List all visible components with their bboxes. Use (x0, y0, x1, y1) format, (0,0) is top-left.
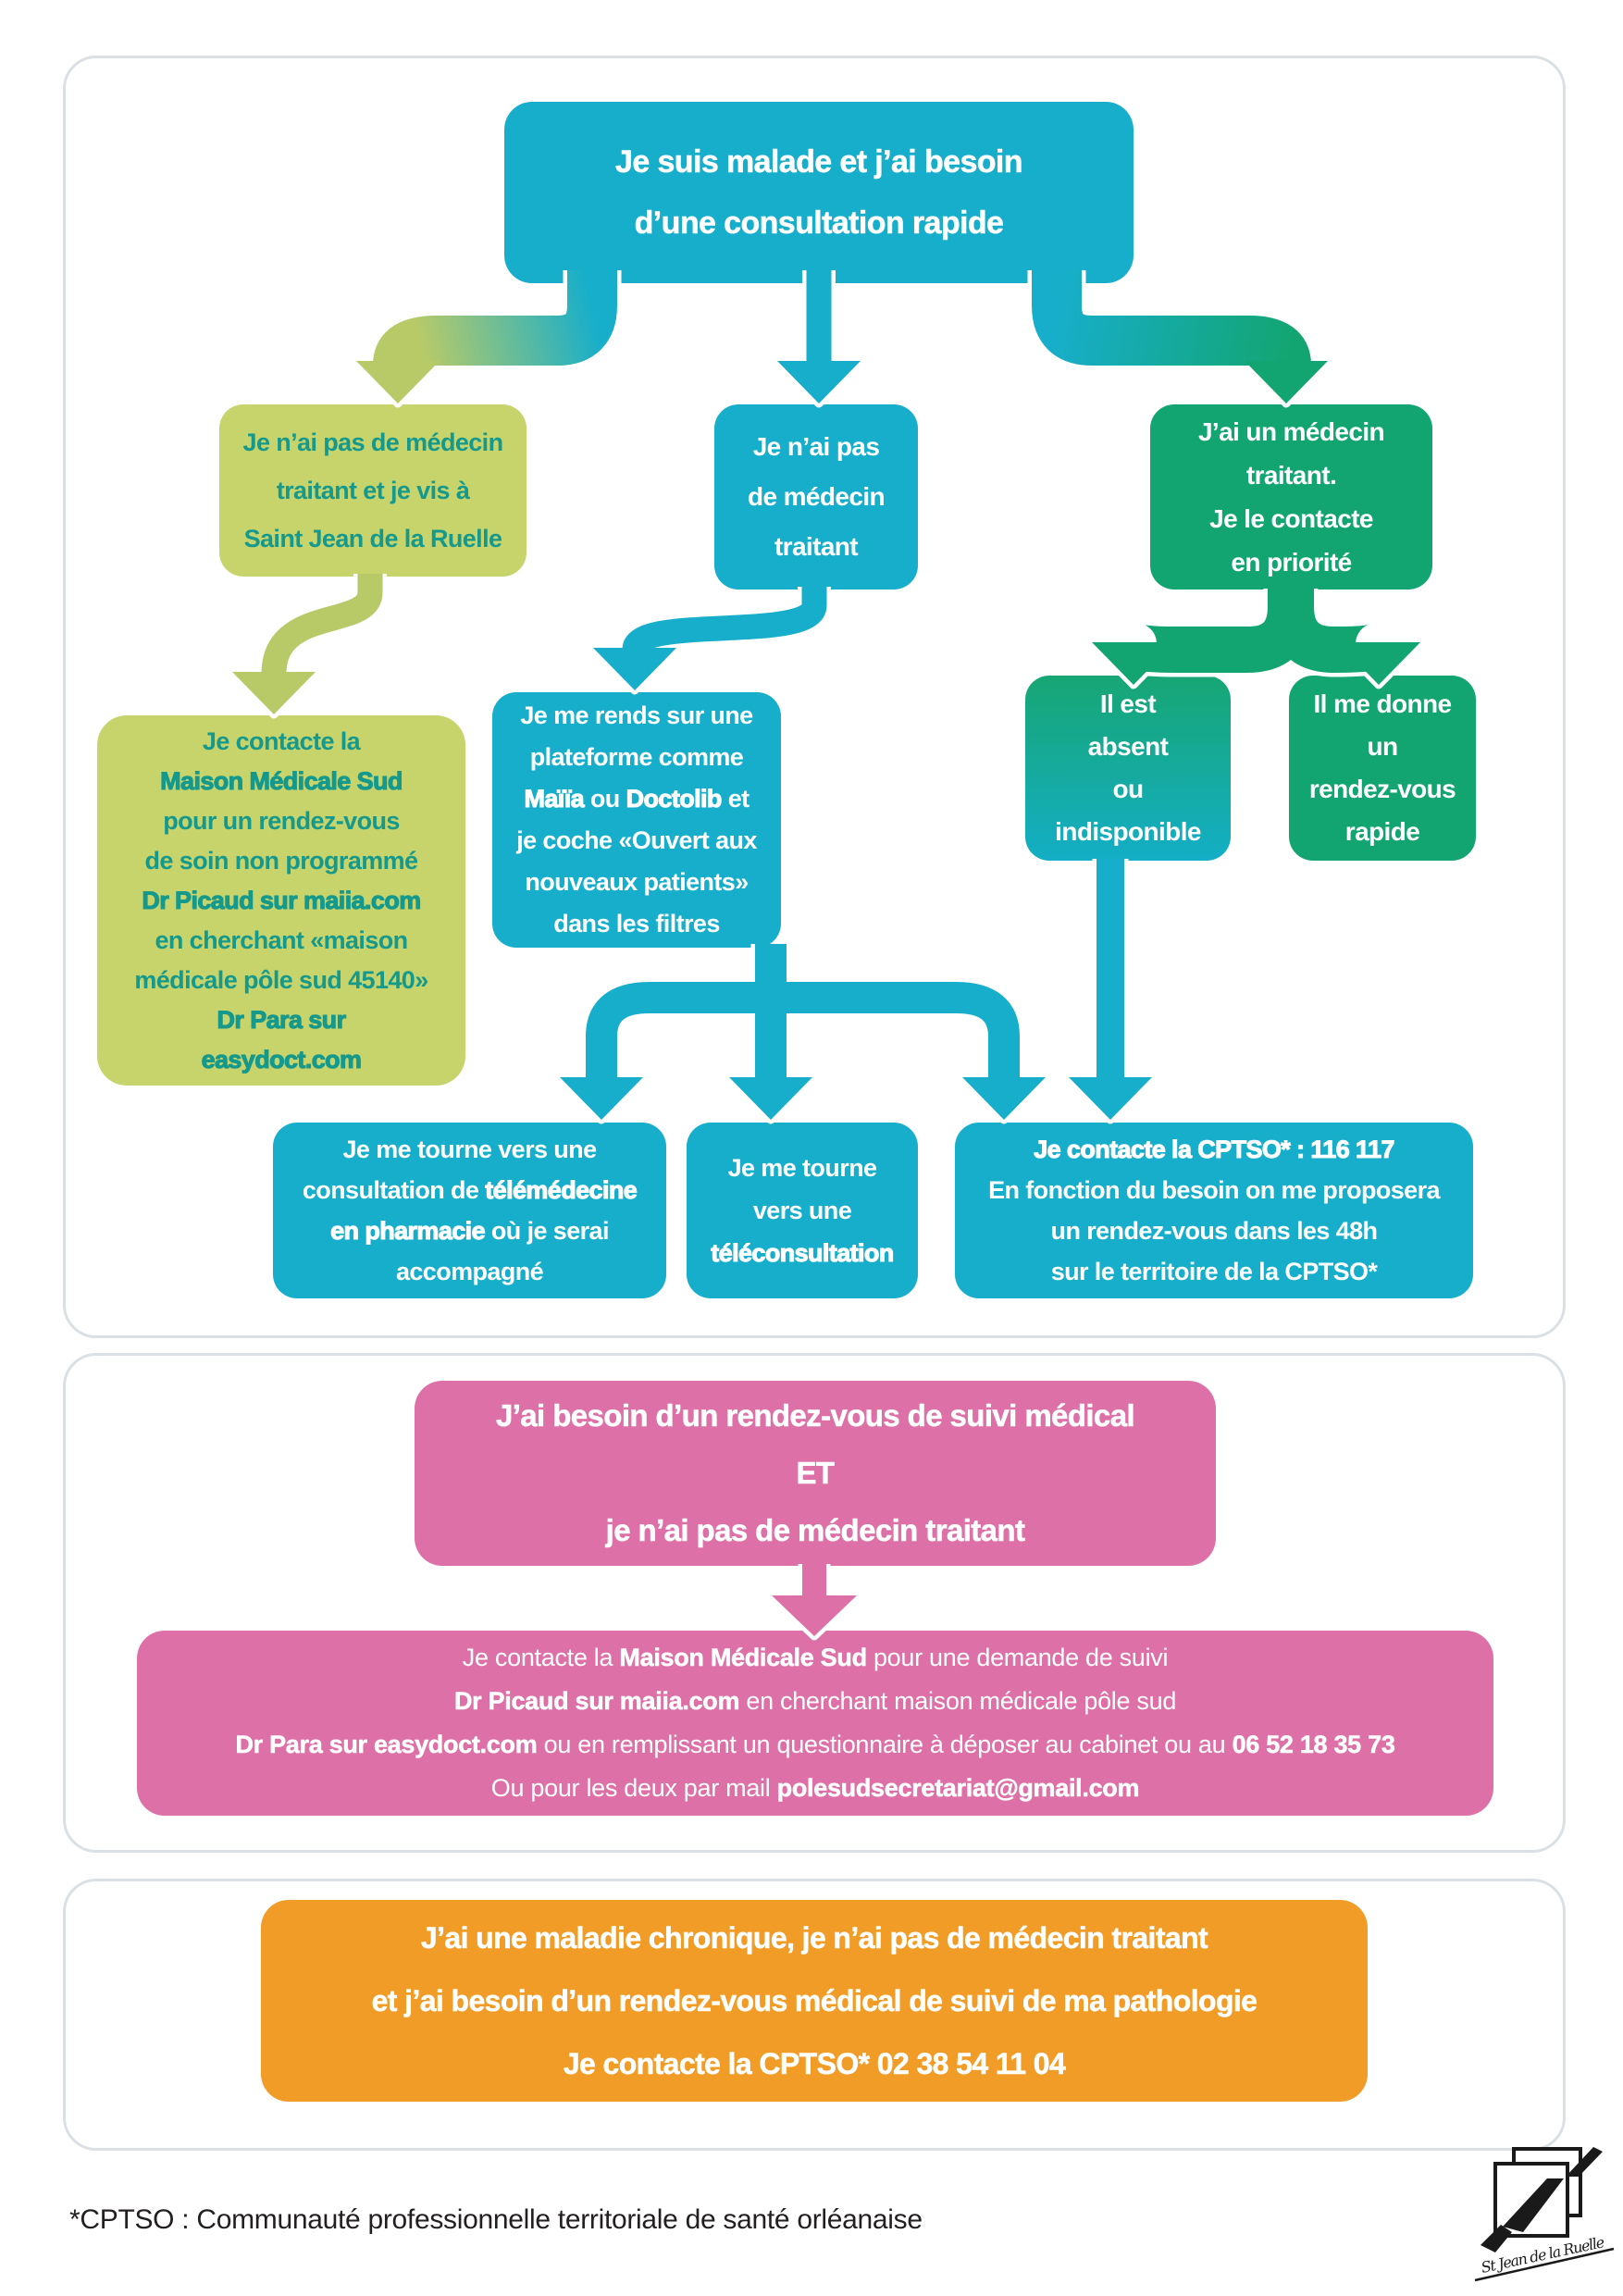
node-rdv-rapide: Il me donne un rendez-vous rapide (1289, 676, 1476, 861)
node-plateforme: Je me rends sur une plateforme comme Maïïa ou Doctolib et je coche «Ouvert aux nouveaux patients» dans les filtres (492, 692, 781, 948)
node-maladie-chronique: J’ai une maladie chronique, je n’ai pas de médecin traitant et j’ai besoin d’un rendez-vous médical de suivi de ma pathologie Je contacte la CPTSO* 02 38 54 11 04 (261, 1900, 1368, 2102)
saint-jean-de-la-ruelle-logo (1473, 2140, 1617, 2291)
logo-graphic (1473, 2140, 1617, 2291)
node-suivi-header: J’ai besoin d’un rendez-vous de suivi médical ET je n’ai pas de médecin traitant (415, 1381, 1216, 1566)
node-sans-medecin-sjdlr: Je n’ai pas de médecin traitant et je vis à Saint Jean de la Ruelle (219, 404, 527, 577)
node-teleconsultation: Je me tourne vers une téléconsultation (687, 1123, 918, 1298)
node-suivi-detail: Je contacte la Maison Médicale Sud pour une demande de suivi Dr Picaud sur maiia.com en cherchant maison médicale pôle sud Dr Para sur easydoct.com ou en remplissant un questionnaire à déposer au cabinet ou au 06 52 18 35 73 Ou pour les deux par mail polesudsecretariat@gmail.com (137, 1631, 1493, 1816)
node-telemedecine-pharmacie: Je me tourne vers une consultation de télémédecine en pharmacie où je serai accompagné (273, 1123, 666, 1298)
cptso-footnote: *CPTSO : Communauté professionnelle territoriale de santé orléanaise (69, 2204, 923, 2235)
node-avec-medecin: J’ai un médecin traitant. Je le contacte en priorité (1150, 404, 1432, 590)
node-cptso-116117: Je contacte la CPTSO* : 116 117 En fonction du besoin on me proposera un rendez-vous dans les 48h sur le territoire de la CPTSO* (955, 1123, 1473, 1298)
logo-text: St Jean de la Ruelle (1479, 2233, 1606, 2277)
node-medecin-absent: Il est absent ou indisponible (1025, 676, 1231, 861)
node-root-malade: Je suis malade et j’ai besoin d’une consultation rapide (504, 102, 1134, 283)
node-sans-medecin: Je n’ai pas de médecin traitant (714, 404, 918, 590)
node-maison-medicale-sud: Je contacte la Maison Médicale Sud pour un rendez-vous de soin non programmé Dr Picaud sur maiia.com en cherchant «maison médicale pôle sud 45140» Dr Para sur easydoct.com (97, 715, 465, 1086)
